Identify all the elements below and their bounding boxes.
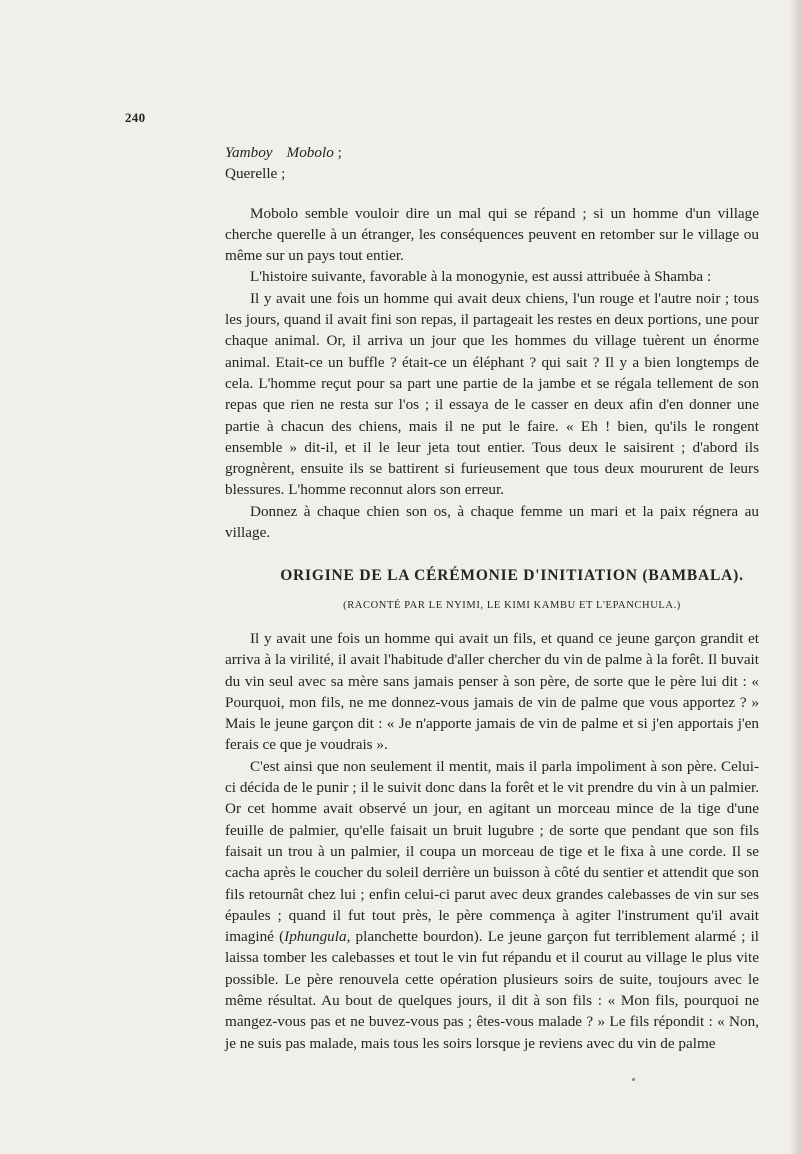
page-edge-shadow xyxy=(789,0,801,1154)
paragraph: Mobolo semble vouloir dire un mal qui se répand ; si un homme d'un village cherche querelle à un étranger, les conséquences peuvent en retomber sur le village ou même sur un pays tout entier. xyxy=(225,204,759,265)
section-title: ORIGINE DE LA CÉRÉMONIE D'INITIATION (BAMBALA). xyxy=(280,567,744,585)
paragraph: Donnez à chaque chien son os, à chaque femme un mari et la paix régnera au village. xyxy=(225,502,759,542)
paragraph: L'histoire suivante, favorable à la monogynie, est aussi attribuée à Shamba : xyxy=(250,268,712,286)
spacer xyxy=(225,185,759,203)
paragraph: Il y avait une fois un homme qui avait deux chiens, l'un rouge et l'autre noir ; tous les jours, quand il avait fini son repas, il partageait les restes en deux portions, une pour chaque animal. Or, il arriva un jour que les hommes du village tuèrent un énorme animal. Etait-ce un buffle ? était-ce un éléphant ? qui sait ? Il y a bien longtemps de cela. L'homme reçut pour sa part une partie de la jambe et se régala tellement de son repas que rien ne resta sur l'os ; il essaya de le casser en deux afin d'en donner une partie à chacun des chiens, mais il ne put le faire. « Eh ! bien, qu'ils le rongent ensemble » dit-il, et il le leur jeta tout entier. Tous deux le saisirent ; d'abord ils grognèrent, ensuite ils se battirent si furieusement que tous deux moururent de leurs blessures. L'homme reconnut alors son erreur. xyxy=(225,289,759,499)
paragraph-italic-term: Iphungula, xyxy=(284,928,351,946)
page-content xyxy=(225,142,759,1054)
vocab-term-2: Mobolo xyxy=(286,144,334,161)
vocab-term-line xyxy=(225,142,759,163)
page-number: 240 xyxy=(125,110,146,125)
paragraph xyxy=(225,756,759,1054)
paragraph-text: C'est ainsi que non seulement il mentit, mais il parla impoliment à son père. Celui-ci décida de le punir ; il le suivit donc dans la forêt et le vit prendre du vin à un palmier. Or cet homme avait observé un jour, en agitant un morceau mince de la tige d'une feuille de palmier, qu'elle faisait un bruit lugubre ; de sorte que pendant que son fils faisait un trou à un palmier, il coupa un morceau de tige et le fixa à une corde. Il se cacha après le coucher du soleil derrière un buisson à côté du sentier et attendit que son fils retournât chez lui ; enfin celui-ci parut avec deux grandes calebasses de vin sur ses épaules ; quand il fut tout près, le père commença à agiter l'instrument qu'il avait imaginé ( xyxy=(225,757,759,946)
paragraph-text: planchette bourdon). Le jeune garçon fut terriblement alarmé ; il laissa tomber les calebasses et tout le vin fut répandu et il courut au village le plus vite possible. Le père renouvela cette opération plusieurs soirs de suite, toujours avec le même résultat. Au bout de quelques jours, il dit à son fils : « Mon fils, pourquoi ne mangez-vous pas et ne buvez-vous pas ; êtes-vous malade ? » Le fils répondit : « Non, je ne suis pas malade, mais tous les soirs lorsque je reviens avec du vin de palme xyxy=(225,928,760,1052)
vocab-term-separator: ; xyxy=(337,144,342,161)
paper-speck xyxy=(632,1078,635,1081)
paragraph: Il y avait une fois un homme qui avait un fils, et quand ce jeune garçon grandit et arriva à la virilité, il avait l'habitude d'aller chercher du vin de palme à la forêt. Il buvait du vin seul avec sa mère sans jamais penser à son père, de sorte que le père lui dit : « Pourquoi, mon fils, ne me donnez-vous jamais de vin de palme que vous apportez ? » Mais le jeune garçon dit : « Je n'apporte jamais de vin de palme et si j'en apportais j'en ferais ce que je voudrais ». xyxy=(225,629,759,754)
section-subtitle: (RACONTÉ PAR LE NYIMI, LE KIMI KAMBU ET L'EPANCHULA.) xyxy=(343,599,681,611)
vocab-term-1: Yamboy xyxy=(225,144,273,161)
vocab-translation: Querelle ; xyxy=(225,165,286,183)
